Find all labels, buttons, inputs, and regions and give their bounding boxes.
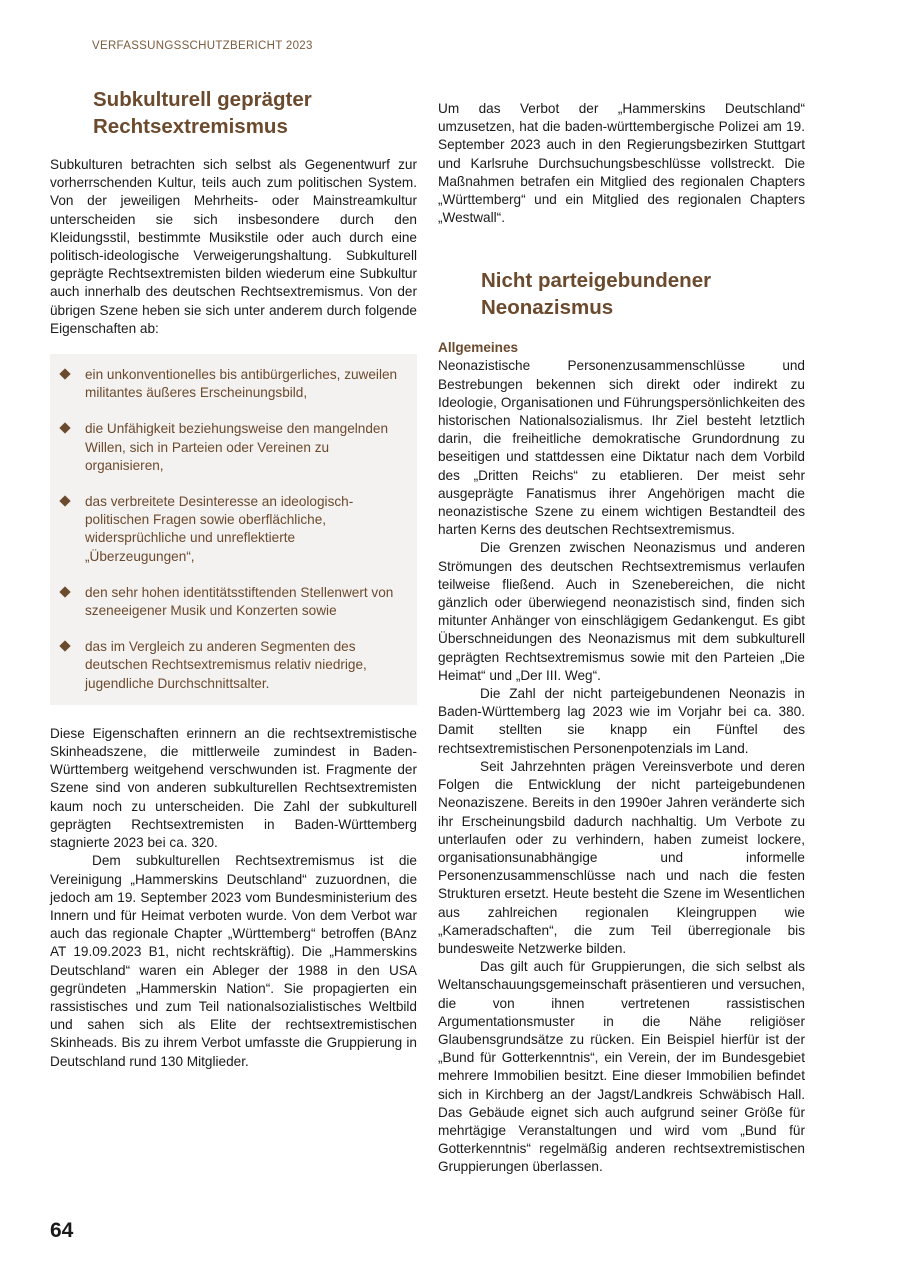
feature-text: das im Vergleich zu anderen Segmenten des deutschen Rechtsextremismus relativ niedrige, jugendliche Durchschnittsalter. bbox=[85, 639, 367, 691]
page-number: 64 bbox=[50, 1219, 74, 1242]
running-head: VERFASSUNGSSCHUTZBERICHT 2023 bbox=[92, 40, 313, 52]
section-heading-neonazismus: Nicht parteigebundener Neonazismus bbox=[481, 269, 712, 320]
feature-text: den sehr hohen identitätsstiftenden Stellenwert von szeneeigener Musik und Konzerten sowie bbox=[85, 584, 394, 619]
feature-item bbox=[60, 638, 403, 693]
body-paragraph: Seit Jahrzehnten prägen Vereinsverbote und deren Folgen die Entwicklung der nicht parteigebundenen Neonaziszene. Bereits in den 1990er Jahren veränderte sich ihr Erscheinungsbild dadurch nachhaltig. Um Verbote zu unterlaufen oder zu verhindern, haben zumeist lockere, organisationsunabhängige und informelle Personenzusammenschlüsse nach und nach die festen Strukturen ersetzt. Heute besteht die Szene im Wesentlichen aus zahlreichen regionalen Kleingruppen wie „Kameradschaften“, die zum Teil überregionale bis bundesweite Netzwerke bilden. bbox=[438, 758, 805, 956]
diamond-bullet-icon bbox=[59, 423, 70, 434]
subheading-allgemeines: Allgemeines bbox=[438, 340, 519, 356]
feature-text: die Unfähigkeit beziehungsweise den mangelnden Willen, sich in Parteien oder Vereinen zu organisieren, bbox=[85, 421, 389, 473]
hammerskins-paragraph: Dem subkulturellen Rechtsextremismus ist die Vereinigung „Hammerskins Deutschland“ zuzuordnen, die jedoch am 19. September 2023 vom Bundesministerium des Innern und für Heimat verboten wurde. Von dem Verbot war auch das regionale Chapter „Württemberg“ betroffen (BAnz AT 19.09.2023 B1, nicht rechtskräftig). Die „Hammerskins Deutschland“ waren ein Ableger der 1988 in den USA gegründeten „Hammerskin Nation“. Sie propagierten ein rassistisches und zum Teil nationalsozialistisches Weltbild und sahen sich als Elite der rechtsextremistischen Skinheads. Bis zu ihrem Verbot umfasste die Gruppierung in Deutschland rund 130 Mitglieder. bbox=[50, 853, 417, 1069]
feature-text: ein unkonventionelles bis antibürgerliches, zuweilen militantes äußeres Erscheinungsbild, bbox=[85, 367, 398, 401]
skinhead-paragraph: Diese Eigenschaften erinnern an die rechtsextremistische Skinheadszene, die mittlerweile zumindest in Baden-Württemberg weitgehend verschwunden ist. Fragmente der Szene sind von anderen subkulturellen Rechtsextremisten kaum noch zu unterscheiden. Die Zahl der subkulturell geprägten Rechtsextremisten in Baden-Württemberg stagnierte 2023 bei ca. 320. bbox=[50, 725, 417, 851]
feature-list bbox=[60, 366, 403, 693]
body-paragraph: Die Grenzen zwischen Neonazismus und anderen Strömungen des deutschen Rechtsextremismus verlaufen teilweise fließend. Auch in Szenebereichen, die nicht gänzlich oder überwiegend neonazistisch sind, finden sich mitunter Anhänger von einschlägigem Gedankengut. Es gibt Überschneidungen des Neonazismus mit dem subkulturell geprägten Rechtsextremismus sowie mit den Parteien „Die Heimat“ und „Der III. Weg“. bbox=[438, 540, 805, 683]
feature-item bbox=[60, 366, 403, 402]
body-paragraph: Das gilt auch für Gruppierungen, die sich selbst als Weltanschauungsgemeinschaft präsentieren und versuchen, die von ihnen vertretenen rassistischen Argumentationsmuster in die Nähe religiöser Glaubensgrundsätze zu rücken. Ein Beispiel hierfür ist der „Bund für Gotterkenntnis“, ein Verein, der im Bundesgebiet mehrere Immobilien besitzt. Eine dieser Immobilien befindet sich in Kirchberg an der Jagst/Landkreis Schwäbisch Hall. Das Gebäude eignet sich auch aufgrund seiner Größe für mehrtägige Veranstaltungen und wird vom „Bund für Gotterkenntnis“ regelmäßig anderen rechtsextremistischen Gruppierungen überlassen. bbox=[438, 959, 805, 1175]
section-heading-subkulturell: Subkulturell geprägter Rechtsextremismus bbox=[93, 88, 312, 138]
feature-item bbox=[60, 420, 403, 475]
right-column bbox=[438, 100, 805, 1177]
feature-box bbox=[50, 354, 417, 705]
verbot-paragraph: Um das Verbot der „Hammerskins Deutschland“ umzusetzen, hat die baden-württembergische Polizei am 19. September 2023 auch in den Regierungsbezirken Stuttgart und Karlsruhe Durchsuchungsbeschlüsse vollstreckt. Die Maßnahmen betrafen ein Mitglied des regionalen Chapters „Württemberg“ und ein Mitglied des regionalen Chapters „Westwall“. bbox=[438, 101, 805, 226]
left-column bbox=[50, 86, 417, 1071]
body-paragraph: Neonazistische Personenzusammenschlüsse und Bestrebungen bekennen sich direkt oder indirekt zu Ideologie, Organisationen und Führungspersönlichkeiten des historischen Nationalsozialismus. Ihr Ziel besteht letztlich darin, die freiheitliche demokratische Grundordnung zu beseitigen und stattdessen eine Diktatur nach dem Vorbild des „Dritten Reichs“ zu etablieren. Der meist sehr ausgeprägte Fanatismus ihrer Angehörigen macht die neonazistische Szene zu einem wichtigen Bestandteil des harten Kerns des deutschen Rechtsextremismus. bbox=[438, 358, 805, 538]
feature-item bbox=[60, 584, 403, 620]
diamond-bullet-icon bbox=[59, 586, 70, 597]
diamond-bullet-icon bbox=[59, 495, 70, 506]
feature-item bbox=[60, 493, 403, 566]
intro-paragraph: Subkulturen betrachten sich selbst als Gegenentwurf zur vorherrschenden Kultur, teils auch zum politischen System. Von der jeweiligen Mehrheits- oder Mainstreamkultur unterscheiden sie sich insbesondere durch den Kleidungsstil, bestimmte Musikstile oder auch durch eine politisch-ideologische Verweigerungshaltung. Subkulturell geprägte Rechtsextremisten bilden wiederum eine Subkultur auch innerhalb des deutschen Rechtsextremismus. Von der übrigen Szene heben sie sich unter anderem durch folgende Eigenschaften ab: bbox=[50, 157, 417, 336]
feature-text: das verbreitete Desinteresse an ideologisch-politischen Fragen sowie oberflächliche, widersprüchliche und unreflektierte „Überzeugungen“, bbox=[85, 494, 354, 564]
diamond-bullet-icon bbox=[59, 641, 70, 652]
body-paragraph: Die Zahl der nicht parteigebundenen Neonazis in Baden-Württemberg lag 2023 wie im Vorjahr bei ca. 380. Damit stellten sie knapp ein Fünftel des rechtsextremistischen Personenpotenzials im Land. bbox=[438, 686, 805, 756]
diamond-bullet-icon bbox=[59, 368, 70, 379]
